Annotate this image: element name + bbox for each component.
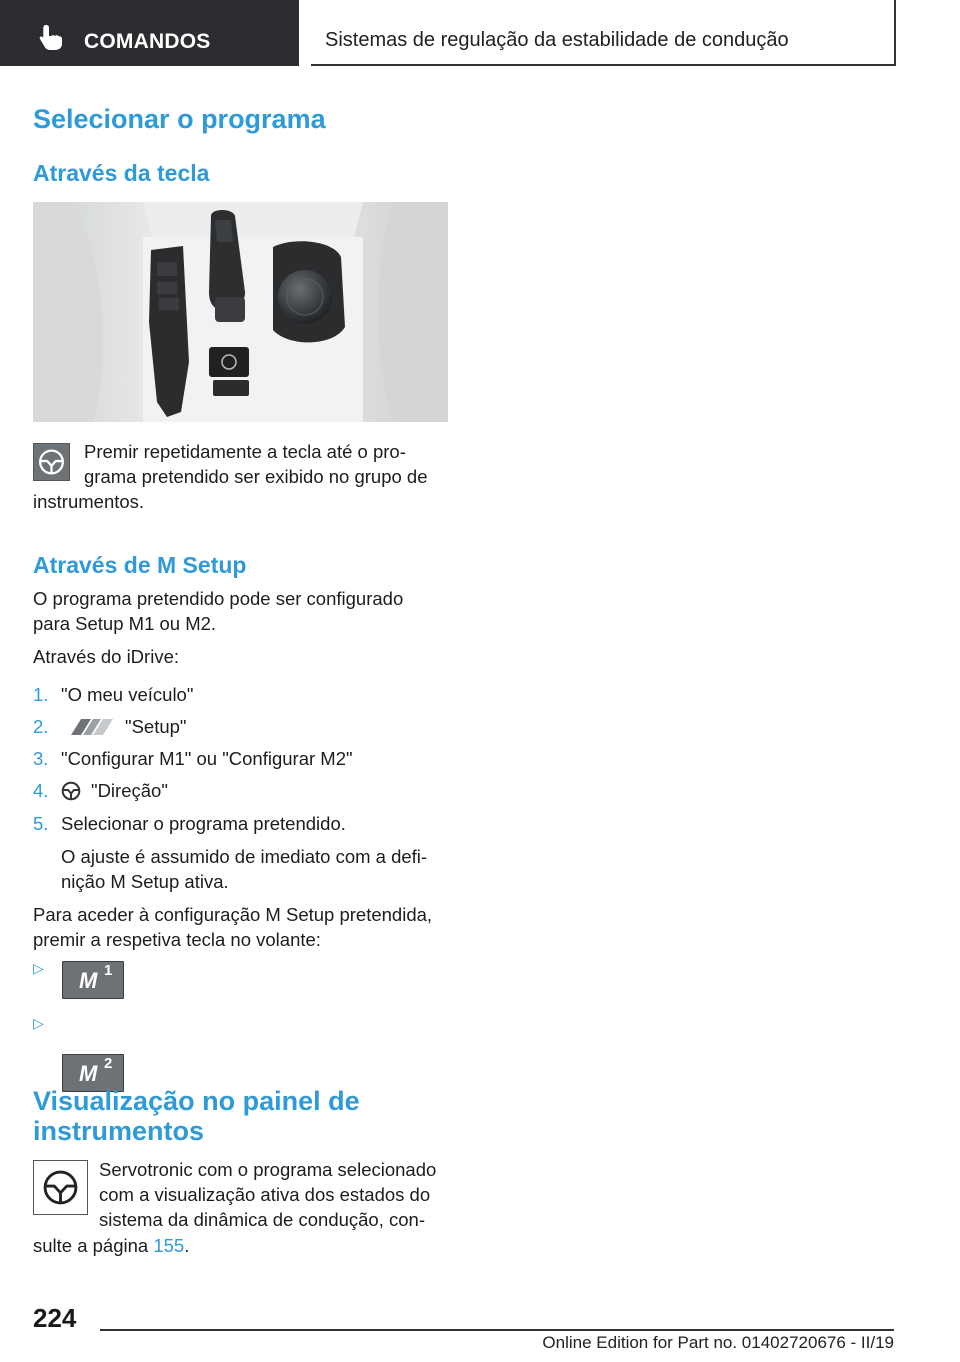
step-5-note-line-1: O ajuste é assumido de imediato com a defi- xyxy=(61,846,428,867)
section-title-line-1: Visualização no painel de xyxy=(33,1086,360,1116)
chapter-title: Sistemas de regulação da estabilidade de condução xyxy=(325,29,789,51)
step-text: Selecionar o programa pretendido. xyxy=(61,813,346,834)
step-4 xyxy=(33,778,168,803)
center-console-photo xyxy=(33,202,448,422)
step-number: 5. xyxy=(33,813,49,834)
step-text: "O meu veículo" xyxy=(61,684,194,705)
hand-pointer-icon xyxy=(37,24,65,50)
m-letter: M xyxy=(79,968,98,993)
subsection-title-msetup: Através de M Setup xyxy=(33,552,247,578)
section-title-display xyxy=(33,1086,360,1146)
bullet-marker: ▷ xyxy=(33,960,44,976)
m1-button-icon xyxy=(62,961,124,999)
subsection-title-key: Através da tecla xyxy=(33,160,210,186)
m-superscript: 2 xyxy=(104,1055,113,1072)
note-line-2: grama pretendido ser exibido no grupo de xyxy=(84,466,428,487)
m-superscript: 1 xyxy=(104,962,113,979)
display-line-4-end: . xyxy=(184,1235,190,1256)
display-line-2: com a visualização ativa dos estados do xyxy=(99,1184,431,1205)
step-text: "Direção" xyxy=(91,780,168,801)
paragraph-3-line-2: premir a respetiva tecla no volante: xyxy=(33,929,321,950)
display-line-4 xyxy=(33,1233,189,1258)
paragraph-1-line-2: para Setup M1 ou M2. xyxy=(33,613,217,634)
page-link[interactable]: 155 xyxy=(153,1235,185,1256)
display-line-4-text: sulte a página xyxy=(33,1235,154,1256)
note-line-3: instrumentos. xyxy=(33,491,145,512)
step-5 xyxy=(33,811,346,836)
section-title: COMANDOS xyxy=(84,30,211,53)
steering-wheel-icon xyxy=(34,444,69,480)
step-number: 1. xyxy=(33,684,49,705)
header-section-tab xyxy=(0,0,299,66)
step-3 xyxy=(33,746,353,771)
step-text: "Setup" xyxy=(125,716,187,737)
m-stripes-icon xyxy=(61,719,119,735)
display-line-3: sistema da dinâmica de condução, con- xyxy=(99,1209,425,1230)
footer-edition: Online Edition for Part no. 01402720676 - II/19 xyxy=(542,1333,894,1352)
paragraph-3-line-1: Para aceder à configuração M Setup pretendida, xyxy=(33,904,433,925)
step-number: 3. xyxy=(33,748,49,769)
note-line-1: Premir repetidamente a tecla até o pro- xyxy=(84,441,406,462)
steering-wheel-icon xyxy=(34,1161,87,1214)
page-title: Selecionar o programa xyxy=(33,104,326,134)
display-line-1: Servotronic com o programa selecionado xyxy=(99,1159,437,1180)
step-number: 4. xyxy=(33,780,49,801)
steering-wheel-icon xyxy=(61,781,81,801)
step-number: 2. xyxy=(33,716,49,737)
note-icon-box xyxy=(33,443,70,481)
section-title-line-2: instrumentos xyxy=(33,1116,205,1146)
display-icon-box xyxy=(33,1160,88,1215)
step-1 xyxy=(33,682,194,707)
page-number: 224 xyxy=(33,1303,77,1333)
step-2 xyxy=(33,714,187,739)
header-chapter xyxy=(311,0,896,66)
footer-divider xyxy=(100,1329,894,1331)
paragraph-1-line-1: O programa pretendido pode ser configurado xyxy=(33,588,404,609)
m-letter: M xyxy=(79,1061,98,1086)
step-5-note-line-2: nição M Setup ativa. xyxy=(61,871,229,892)
bullet-marker: ▷ xyxy=(33,1015,44,1031)
step-text: "Configurar M1" ou "Configurar M2" xyxy=(61,748,353,769)
paragraph-2: Através do iDrive: xyxy=(33,646,179,667)
